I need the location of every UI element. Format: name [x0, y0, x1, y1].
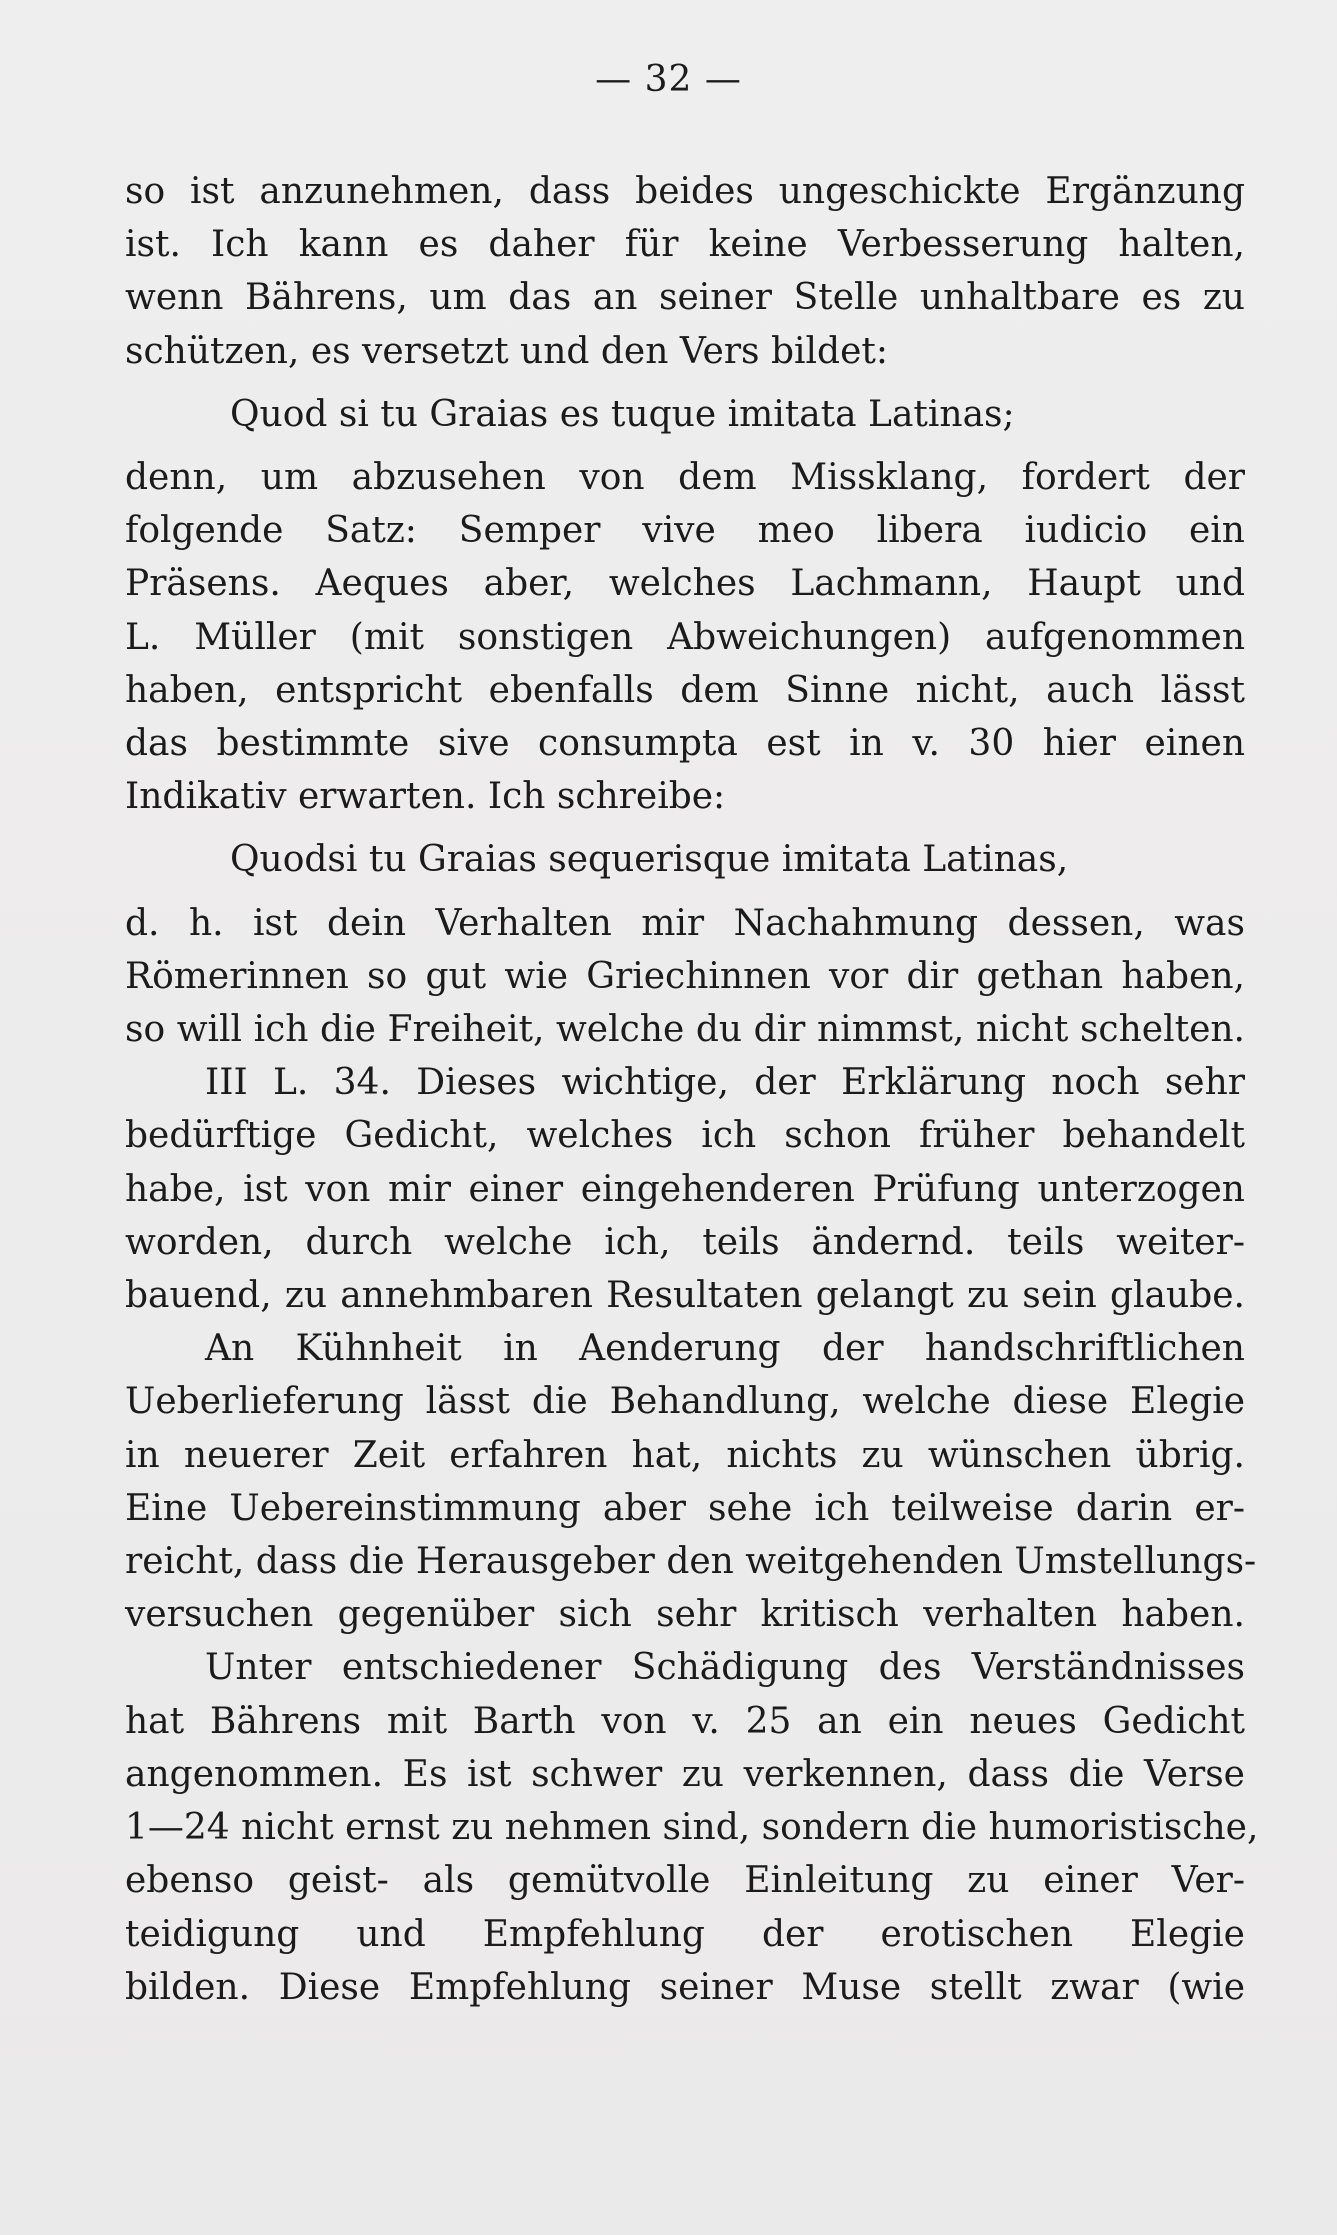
text-line: so will ich die Freiheit, welche du dir nimmst, nicht schelten.	[125, 1009, 1245, 1051]
paragraph-5	[125, 1322, 1257, 1641]
text-line: Römerinnen so gut wie Griechinnen vor dir gethan haben,	[125, 955, 1245, 997]
text-line: bedürftige Gedicht, welches ich schon früher behandelt	[125, 1115, 1245, 1157]
text-line: ebenso geist- als gemütvolle Einleitung zu einer Ver-	[125, 1860, 1245, 1902]
text-line: ist. Ich kann es daher für keine Verbesserung halten,	[125, 224, 1245, 266]
verse-quote-2: Quodsi tu Graias sequerisque imitata Latinas,	[230, 839, 1069, 881]
text-line: das bestimmte sive consumpta est in v. 30 hier einen	[125, 723, 1245, 765]
text-line: denn, um abzusehen von dem Missklang, fordert der	[125, 457, 1245, 499]
text-line: Eine Uebereinstimmung aber sehe ich teilweise darin er-	[125, 1487, 1245, 1529]
text-line: haben, entspricht ebenfalls dem Sinne nicht, auch lässt	[125, 669, 1245, 711]
paragraph-6	[125, 1641, 1259, 2013]
text-line: bauend, zu annehmbaren Resultaten gelangt zu sein glaube.	[125, 1275, 1245, 1317]
paragraph-2	[125, 451, 1245, 823]
text-line: reicht, dass die Herausgeber den weitgehenden Umstellungs-	[125, 1541, 1257, 1583]
text-line: Ueberlieferung lässt die Behandlung, welche diese Elegie	[125, 1381, 1245, 1423]
text-line: 1—24 nicht ernst zu nehmen sind, sondern die humoristische,	[125, 1807, 1259, 1849]
text-line: so ist anzunehmen, dass beides ungeschickte Ergänzung	[125, 171, 1245, 212]
verse-quote-1: Quod si tu Graias es tuque imitata Latinas;	[230, 393, 1015, 435]
text-line: Indikativ erwarten. Ich schreibe:	[125, 776, 726, 818]
page-text	[125, 165, 1259, 2014]
text-line: folgende Satz: Semper vive meo libera iudicio ein	[125, 510, 1245, 552]
text-line: Unter entschiedener Schädigung des Verständnisses	[205, 1647, 1245, 1689]
text-line: III L. 34. Dieses wichtige, der Erklärung noch sehr	[205, 1062, 1245, 1104]
text-line: bilden. Diese Empfehlung seiner Muse stellt zwar (wie	[125, 1966, 1245, 2008]
text-line: schützen, es versetzt und den Vers bildet:	[125, 330, 888, 372]
text-line: Präsens. Aeques aber, welches Lachmann, Haupt und	[125, 563, 1245, 605]
text-line: hat Bährens mit Barth von v. 25 an ein neues Gedicht	[125, 1700, 1245, 1742]
text-line: in neuerer Zeit erfahren hat, nichts zu wünschen übrig.	[125, 1434, 1245, 1476]
paragraph-1	[125, 165, 1245, 378]
text-line: versuchen gegenüber sich sehr kritisch verhalten haben.	[125, 1594, 1245, 1636]
text-line: d. h. ist dein Verhalten mir Nachahmung dessen, was	[125, 902, 1245, 944]
text-line: An Kühnheit in Aenderung der handschriftlichen	[205, 1328, 1245, 1370]
text-line: angenommen. Es ist schwer zu verkennen, dass die Verse	[125, 1753, 1245, 1795]
text-line: L. Müller (mit sonstigen Abweichungen) aufgenommen	[125, 616, 1245, 658]
text-line: worden, durch welche ich, teils ändernd. teils weiter-	[125, 1221, 1245, 1263]
paragraph-3	[125, 897, 1245, 1057]
page-number: — 32 —	[595, 59, 742, 100]
text-line: habe, ist von mir einer eingehenderen Prüfung unterzogen	[125, 1168, 1245, 1210]
text-line: teidigung und Empfehlung der erotischen Elegie	[125, 1913, 1245, 1955]
text-line: wenn Bährens, um das an seiner Stelle unhaltbare es zu	[125, 277, 1245, 319]
paragraph-4	[125, 1056, 1245, 1322]
